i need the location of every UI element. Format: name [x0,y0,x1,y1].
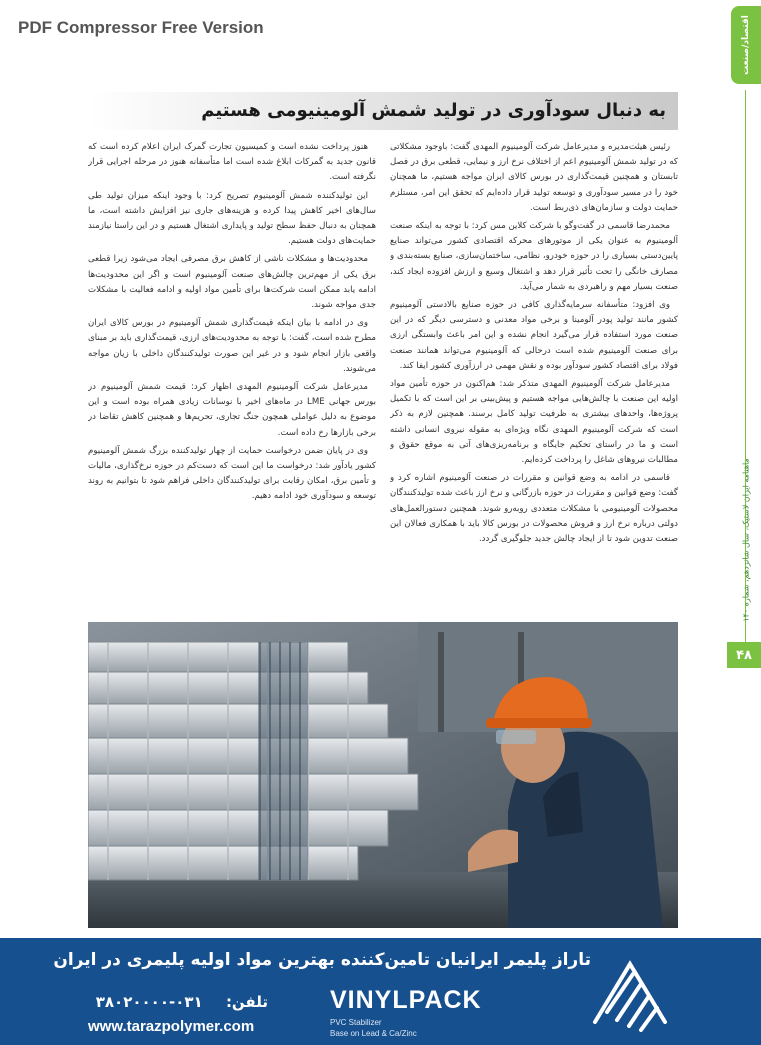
paragraph: محدودیت‌ها و مشکلات ناشی از کاهش برق مصرفی ایجاد می‌شود زیرا قطعی برق یکی از مهم‌ترین چالش‌های صنعت آلومینیوم است و اگر این محدودیت‌ها ادامه یابد ممکن است شرکت‌ها برای تأمین مواد اولیه و ادامه فعالیت با مشکلات جدی مواجه شوند. [88,254,376,311]
section-tab-label: اقتصاد/صنعت [741,15,751,75]
paragraph: مدیرعامل شرکت آلومینیوم المهدی اظهار کرد: قیمت شمش آلومینیوم در بورس جهانی LME در ماه‌های اخیر با نوسانات زیادی همراه بوده است و این موضوع به دلیل عواملی همچون جنگ تجاری، تحریم‌ها و همچنین کاهش تقاضا در برخی بازارها رخ داده است. [88,382,376,438]
side-issue-label: ماهنامه ایران لاستیک، سال شانزدهم، شماره ۱۴۰ [741,458,751,622]
side-issue-info [734,430,758,650]
aluminium-ingots-worker-illustration [88,622,678,928]
section-tab [731,6,761,84]
article-photo [88,622,678,928]
advertisement-banner[interactable] [0,938,761,1045]
ad-website-link[interactable]: www.tarazpolymer.com [88,1018,255,1035]
ad-brand-name: VINYLPACK [330,986,482,1014]
ad-phone [88,993,268,1011]
paragraph: رئیس هیئت‌مدیره و مدیرعامل شرکت آلومینیوم المهدی گفت: باوجود مشکلاتی که در تولید شمش آلومینیوم اعم از اختلاف نرخ ارز و نیمایی، قطعی برق در فصل تابستان و همچنین قیمت‌گذاری در بورس کالای ایران مواجه هستیم، ما همچنان خود را در مسیر سودآوری و توسعه تولید قرار داده‌ایم که تحقق این امر، مستلزم حمایت دولت و سازمان‌های ذی‌ربط است. [390,142,678,213]
paragraph: وی در ادامه با بیان اینکه قیمت‌گذاری شمش آلومینیوم در بورس کالای ایران مطرح شده است، گفت: با توجه به محدودیت‌های ارزی، قیمت‌گذاری باید بر مبنای واقعی بازار انجام شود و در غیر این صورت تولیدکنندگان داخلی با زیان مواجه می‌شوند. [88,318,376,374]
ad-phone-number: ۰۳۱-۳۸۰۲۰۰۰۰ [95,993,203,1011]
paragraph: وی در پایان ضمن درخواست حمایت از چهار تولیدکننده بزرگ شمش آلومینیوم کشور یادآور شد: درخواست ما این است که دست‌کم در حوزه نرخ‌گذاری، مالیات و تأمین برق، امکان رقابت برای تولیدکنندگان داخلی فراهم شود تا بتوانیم به روند توسعه و سودآوری خود ادامه دهیم. [88,445,376,502]
paragraph: مدیرعامل شرکت آلومینیوم المهدی متذکر شد: هم‌اکنون در حوزه تأمین مواد اولیه این صنعت با چالش‌هایی مواجه هستیم و پیش‌بینی بر این است که با تکمیل پروژه‌ها، واحدهای بیشتری به ظرفیت تولید کامل برسند. همچنین لازم به ذکر است که شرکت آلومینیوم المهدی نگاه ویژه‌ای به مقوله نیروی انسانی داشته است و ما در راستای تحکیم جایگاه و برنامه‌ریزی‌های آتی به موقع حقوق و مطالبات نیروهای شاغل را پرداخت کرده‌ایم. [390,379,678,466]
watermark-text: PDF Compressor Free Version [18,18,264,37]
article-column-right [390,140,678,618]
ad-brand-subtitle-2: Base on Lead & Ca/Zinc [330,1029,417,1038]
ad-brand-subtitle: PVC Stabilizer [330,1018,382,1027]
ad-phone-label: تلفن: [225,993,268,1011]
taraz-logo-icon [585,952,675,1038]
paragraph: این تولیدکننده شمش آلومینیوم تصریح کرد: با وجود اینکه میزان تولید طی سال‌های اخیر کاهش پیدا کرده و هزینه‌های جاری نیز افزایش داشته است، ما همچنان به دنبال حفظ سطح تولید و پایداری اشتغال هستیم و در این راستا نیازمند حمایت‌های دولت هستیم. [88,190,376,247]
paragraph: وی افزود: متأسفانه سرمایه‌گذاری کافی در حوزه صنایع بالادستی آلومینیوم کشور مانند تولید پودر آلومینا و برخی مواد معدنی و دسترسی دیگر که در این صنعت مورد استفاده قرار می‌گیرد انجام نشده و این امر باعث وابستگی ارزی برای صنعت آلومینیوم شده است درحالی که آلومینیوم می‌تواند همانند صنعت فولاد برای اقتصاد کشور سودآور بوده و نقش مهمی در ارزآوری کشور ایفا کند. [390,300,678,371]
paragraph: هنوز پرداخت نشده است و کمیسیون تجارت گمرک ایران اعلام کرده است که قانون جدید به گمرکات ابلاغ شده است اما متأسفانه هنوز در مرحله اجرایی قرار نگرفته است. [88,142,376,183]
article-body [88,140,678,618]
ad-headline: تاراز پلیمر ایرانیان تامین‌کننده بهترین مواد اولیه پلیمری در ایران [53,950,591,970]
paragraph: محمدرضا قاسمی در گفت‌وگو با شرکت کلاین مس کرد: با توجه به اینکه صنعت آلومینیوم به عنوان یکی از موتورهای محرکه اقتصادی کشور می‌تواند صنایع پایین‌دستی بسیاری را در حوزه خودرو، نظامی، ساختمان‌سازی، صنایع بسته‌بندی و مصارف خانگی را تحت تأثیر قرار دهد و اشتغال وسیع و ارزش افزوده ایجاد کند، صنعت بسیار مهم و راهبردی به شمار می‌آید. [390,221,678,292]
article-title-bar [88,92,678,130]
article-title: به دنبال سودآوری در تولید شمش آلومینیومی هستیم [201,100,666,121]
article-column-left [88,140,376,618]
page-number: ۴۸ [727,642,761,668]
paragraph: قاسمی در ادامه به وضع قوانین و مقررات در صنعت آلومینیوم اشاره کرد و گفت: وضع قوانین و مقررات در حوزه بازرگانی و نرخ ارز باعث شده تولیدکنندگان محصولات آلومینیومی با مشکلات متعددی روبه‌رو شوند. همچنین دستورالعمل‌های دولتی درباره نرخ ارز و فروش محصولات در بورس کالا باید با همکاری فعالان این صنعت تدوین شود تا از ایجاد چالش جدید جلوگیری گردد. [390,473,678,545]
